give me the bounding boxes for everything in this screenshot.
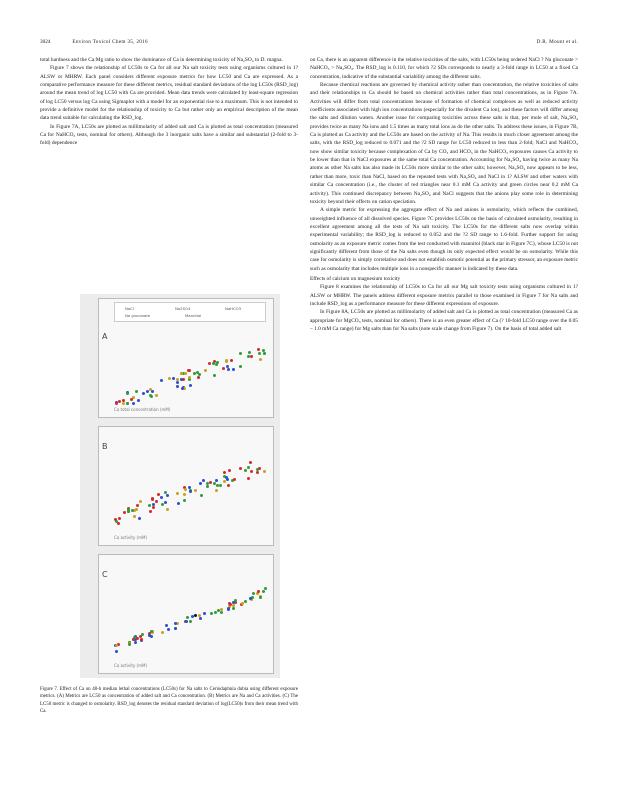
paragraph: on Ca, there is an apparent difference in the relative toxicities of the salts, with LC50s being ordered NaCl ? Na gluconate > NaHCO₃ > Na₂SO₄. The RSD_log is 0.110, for which ?2 SDs corresponds to nearly a 3-fold range in LC50 at a fixed Ca concentration, indicative of the substantial variability among the different salts.: [310, 57, 578, 80]
scatter-point: [160, 379, 163, 382]
legend-entry: NaHCO3: [225, 306, 242, 311]
legend-entry: Na2SO4: [175, 306, 191, 311]
scatter-point: [133, 636, 136, 639]
scatter-point: [141, 633, 144, 636]
scatter-point: [196, 371, 199, 374]
scatter-point: [128, 643, 131, 646]
right-column: [310, 56, 578, 333]
scatter-point: [203, 612, 206, 615]
paragraph: In Figure 8A, LC50s are plotted as millimolarity of added salt and Ca is plotted as total concentration (measured Ca as appropriate for MgCO₃ tests, nominal for others). There is an even greater effect of Ca (? 10-fold LC50 range over the 0.05 – 1.0 mM Ca range) for Mg salts than for Na salts (note scale change from Figure 7). On the basis of total added salt: [310, 309, 578, 332]
scatter-point: [122, 402, 125, 405]
scatter-point: [176, 492, 179, 495]
figure-7: [80, 294, 280, 678]
scatter-point: [222, 367, 225, 370]
figure-panel-c: [84, 554, 276, 672]
scatter-point: [239, 365, 242, 368]
scatter-point: [131, 509, 134, 512]
scatter-point: [161, 503, 164, 506]
running-authors: D.R. Mount et al.: [536, 39, 578, 45]
scatter-point: [202, 479, 205, 482]
section-heading: Effects of calcium on magnesium toxicity: [310, 275, 401, 282]
scatter-point: [117, 522, 120, 525]
scatter-point: [149, 388, 152, 391]
scatter-point: [244, 600, 247, 603]
paragraph: A simple metric for expressing the aggregate effect of Na and anions is osmolarity, which reflects the combined, unweighted influence of all dissolved species. Figure 7C provides LC50s on the basis of calculated osmolarity, resulting in excellent agreement among all the tests of Na salt toxicity. The LC50s for the different salts now overlap within experimental variability; the RSD_log is reduced to 0.052 and the ?2 SD range to 1.6-fold. Further support for using osmolarity as an exposure metric comes from the test conducted with mannitol (black star in Figure 7C), whose LC50 is not significantly different from those of the Na salts even though its only expected effect would be on osmolarity. While this case for osmolarity is simply correlative and does not establish osmotic potential as the primary stressor, an exposure metric such as osmolarity that includes multiple ions in a nonspecific manner is indicated by these data.: [310, 207, 578, 272]
scatter-point: [256, 468, 259, 471]
scatter-point: [232, 607, 235, 610]
scatter-point: [229, 603, 232, 606]
scatter-point: [227, 608, 230, 611]
scatter-point: [181, 387, 184, 390]
scatter-point: [139, 500, 142, 503]
legend-entry: Mannitol: [185, 313, 202, 318]
scatter-point: [118, 400, 121, 403]
scatter-point: [262, 590, 265, 593]
scatter-point: [115, 644, 118, 647]
scatter-point: [166, 494, 169, 497]
scatter-point: [216, 361, 219, 364]
mannitol-point: [194, 614, 197, 617]
scatter-point: [168, 377, 171, 380]
scatter-point: [123, 511, 126, 514]
scatter-point: [138, 517, 141, 520]
scatter-point: [183, 493, 186, 496]
x-axis-label: Ca activity (mM): [114, 535, 147, 540]
scatter-point: [180, 378, 183, 381]
panel-letter: C: [102, 570, 108, 579]
panel-letter: B: [102, 442, 108, 451]
figure-panel-b: [84, 426, 276, 544]
scatter-point: [189, 384, 192, 387]
legend-entry: NaCl: [125, 306, 134, 311]
scatter-point: [220, 611, 223, 614]
scatter-point: [149, 510, 152, 513]
paragraph: Figure 7 shows the relationship of LC50s to Ca for all our Na salt toxicity tests using organisms cultured in 1? ALSW or MHRW. Each panel considers different exposure metrics for how LC50 and Ca are expressed. As a comparative performance measure for these different metrics, residual standard deviations of the log LC50s (RSD_log) around the mean trend of log LC50 with Ca are provided. Mean data trends were calculated by least-square regression of log LC50 versus log Ca using Sigmaplot with a model for an exponential rise to a maximum. This is not intended to provide a definitive model for the relationship of toxicity to Ca but rather only an empirical description of the mean data trend suitable for calculating the RSD_log.: [40, 65, 298, 122]
scatter-point: [239, 467, 242, 470]
x-axis-label: Ca activity (mM): [114, 663, 147, 668]
scatter-point: [122, 399, 125, 402]
scatter-point: [151, 498, 154, 501]
scatter-point: [184, 488, 187, 491]
scatter-point: [148, 504, 151, 507]
scatter-point: [257, 590, 260, 593]
paragraph: Because chemical reactions are governed by chemical activity rather than concentration, the relative toxicities of salts and their relationships to Ca should be based on chemical activities rather than total concentrations, as in Figure 7A. Activities will differ from total concentrations because of formation of chemical complexes as well as reduced activity coefficients associated with high ion concentrations (especially for the divalent Ca ion), and these factors will differ among the salts and dilution waters. Another issue for comparing toxicities across these salts is that, per mole of salt, Na₂SO₄ provides twice as many Na ions and 1.5 times as many total ions as do the other salts. To address these issues, in Figure 7B, Ca is plotted as Ca activity and the LC50s are based on the activity of Na. This results in much closer agreement among the salts, with the RSD_log reduced to 0.071 and the ?2 SD range for LC50 reduced to less than 2-fold; NaCl and NaHCO₃ now show similar toxicity because complexation of Ca by CO₃ and HCO₃ in the NaHCO₃ exposures causes Ca activity to be lower than that in NaCl exposures at the same total Ca concentration. Accounting for Na₂SO₄ having twice as many Na atoms as other Na salts has also made its LC50s more similar to the other salts; however, Na₂SO₄ now appears to be less, rather than more, toxic than NaCl, based on the repeated tests with Na₂SO₄ and NaCl in 1? ALSW and other waters with similar Ca concentration (i.e., the cluster of red triangles near 0.1 mM Ca activity and green circles near 0.2 mM Ca activity). This continued discrepancy between Na₂SO₄ and NaCl suggests that the anions play some role in determining toxicity beyond their effects on cation speciation.: [310, 82, 578, 205]
legend-entry: Na gluconate: [125, 313, 151, 318]
scatter-point: [208, 362, 211, 365]
x-axis-label: Ca total concentration (mM): [114, 407, 171, 412]
scatter-point: [212, 362, 215, 365]
scatter-point: [223, 480, 226, 483]
plot-area: [98, 426, 274, 546]
scatter-point: [215, 479, 218, 482]
scatter-point: [115, 650, 118, 653]
scatter-point: [241, 602, 244, 605]
scatter-point: [164, 501, 167, 504]
scatter-point: [230, 359, 233, 362]
scatter-point: [193, 372, 196, 375]
scatter-point: [226, 478, 229, 481]
scatter-point: [136, 504, 139, 507]
panel-letter: A: [102, 332, 108, 341]
figure-legend: [114, 302, 266, 322]
scatter-point: [263, 470, 266, 473]
scatter-point: [177, 502, 180, 505]
scatter-point: [200, 494, 203, 497]
scatter-point: [198, 614, 201, 617]
scatter-point: [223, 471, 226, 474]
scatter-point: [167, 628, 170, 631]
scatter-point: [210, 612, 213, 615]
scatter-point: [174, 627, 177, 630]
scatter-point: [231, 479, 234, 482]
scatter-point: [132, 402, 135, 405]
paragraph: In Figure 7A, LC50s are plotted as millimolarity of added salt and Ca is plotted as total concentration (measured Ca for NaHCO₃ tests, nominal for others). Although the 3 inorganic salts have a similar and substantial (2-fold to 3-fold) dependence: [40, 123, 298, 147]
paragraph: total hardness and the Ca:Mg ratio to show the dominance of Ca in determining toxicity of Na₂SO₄ to D. magna.: [40, 57, 283, 63]
scatter-point: [166, 508, 169, 511]
running-title: Environ Toxicol Chem 35, 2016: [72, 39, 148, 45]
scatter-point: [228, 469, 231, 472]
scatter-point: [189, 490, 192, 493]
scatter-point: [258, 352, 261, 355]
scatter-point: [206, 485, 209, 488]
scatter-point: [227, 368, 230, 371]
plot-area: [98, 554, 274, 674]
page-header: [40, 36, 578, 48]
scatter-point: [250, 355, 253, 358]
left-column: [40, 56, 298, 148]
figure-panel-a: [84, 298, 276, 416]
scatter-point: [126, 402, 129, 405]
scatter-point: [223, 475, 226, 478]
scatter-point: [155, 394, 158, 397]
figure-caption: Figure 7. Effect of Ca on 48-h median lethal concentrations (LC50s) for Na salts to Ceriodaphnia dubia using different exposure metrics. (A) Metrics are LC50 as concentration of added salt and Ca concentration. (B) Metrics are Na and Ca activities. (C) The LC50 metric is changed to osmolarity. RSD_log denotes the residual standard deviation of log(LC50)s from their mean trend with Ca.: [40, 687, 298, 715]
paragraph: Figure 8 examines the relationship of LC50s to Ca for all our Mg salt toxicity tests using organisms cultured in 1? ALSW or MHRW. The panels address different exposure metrics parallel to those examined in Figure 7 for Na salts and include RSD_log as a performance measure for these different expressions of exposure.: [310, 284, 578, 307]
scatter-point: [189, 620, 192, 623]
scatter-point: [176, 378, 179, 381]
scatter-point: [176, 385, 179, 388]
page-number: 3024: [40, 39, 51, 45]
scatter-point: [199, 617, 202, 620]
scatter-point: [209, 481, 212, 484]
